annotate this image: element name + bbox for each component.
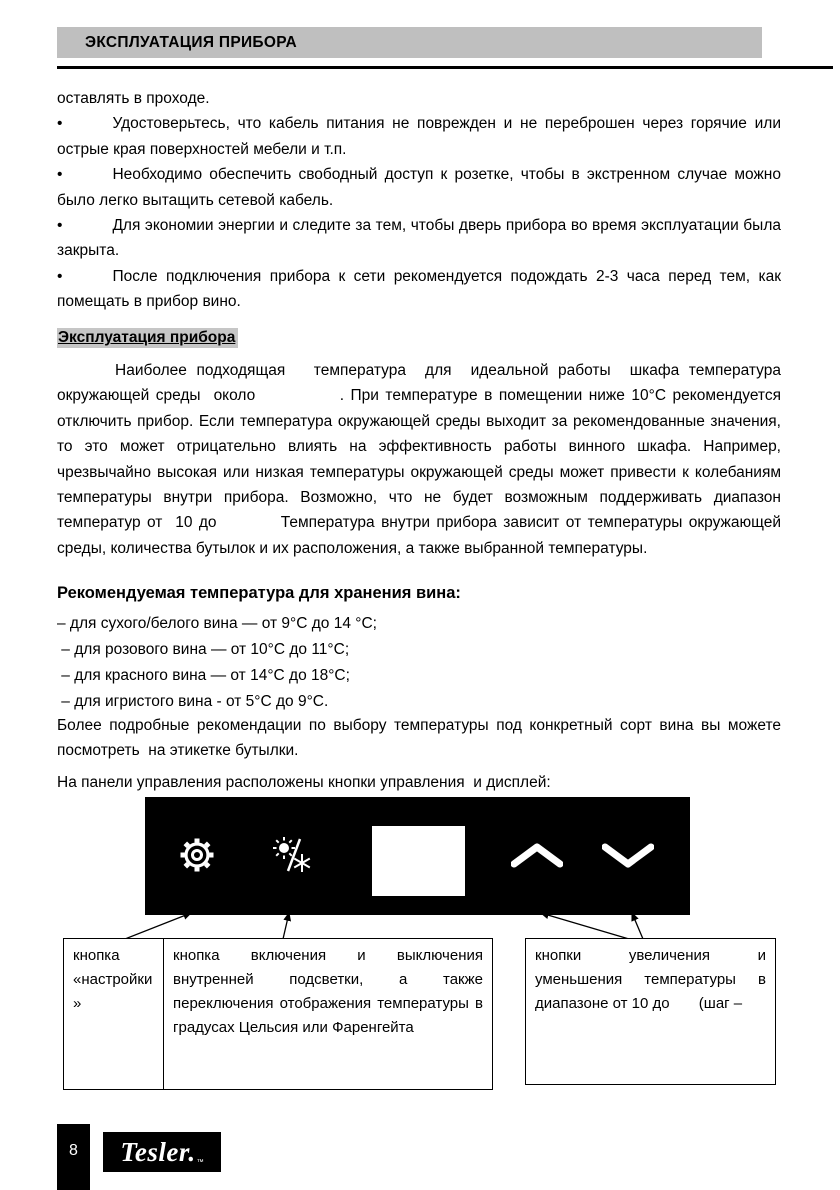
intro-lead-text: оставлять в проходе. — [57, 90, 210, 107]
bullet-text: Удостоверьтесь, что кабель питания не поврежден и не переброшен через горячие или острые края поверхностей мебели и т.п. — [57, 115, 781, 158]
bullet-item — [57, 162, 781, 213]
callout-updown-buttons: кнопки увеличения и уменьшения температуры в диапазоне от 10 до (шаг – — [525, 938, 776, 1085]
chevron-down-svg — [602, 842, 654, 868]
brand-logo — [103, 1132, 221, 1172]
section-heading-wrap — [57, 329, 238, 347]
bullet-text: Необходимо обеспечить свободный доступ к розетке, чтобы в экстренном случае можно было легко вытащить сетевой кабель. — [57, 166, 781, 209]
note-paragraph: Более подробные рекомендации по выбору температуры под конкретный сорт вина вы можете посмотреть на этикетке бутылки. — [57, 717, 781, 760]
operation-paragraph-wrap — [57, 358, 781, 561]
section-heading: Эксплуатация прибора — [57, 328, 238, 348]
bullet-text: После подключения прибора к сети рекомендуется подождать 2-3 часа перед тем, как помещать в прибор вино. — [57, 267, 781, 311]
operation-paragraph: Наиболее подходящая температура для идеальной работы шкафа температура окружающей среды около . При температуре в помещении ниже 10°С рекомендуется отключить прибор. Если температура окружающей среды выходит за рекомендованные значения, то это может отрицательно влиять на эффективность работы винного шкафа. Например, чрезвычайно высокая или низкая температуры окружающей среды может привести к колебаниям температуры внутри прибора. Возможно, что не будет возможным поддерживать диапазон температур от 10 до Температура внутри прибора зависит от температуры окружающей среды, количества бутылок и их расположения, а также выбранной температуры. — [57, 362, 781, 557]
bullet-text: Для экономии энергии и следите за тем, чтобы дверь прибора во время эксплуатации была закрыта. — [57, 217, 781, 260]
list-item: – для сухого/белого вина — от 9°С до 14 °С; — [57, 615, 377, 632]
panel-caption: На панели управления расположены кнопки управления и дисплей: — [57, 774, 551, 791]
recommended-temp-list — [57, 611, 781, 715]
control-panel-image — [145, 797, 690, 915]
bullet-item — [57, 264, 781, 315]
panel-caption-wrap — [57, 770, 781, 795]
bullet-item — [57, 213, 781, 264]
chevron-up-svg — [511, 842, 563, 868]
page-number: 8 — [69, 1142, 78, 1159]
intro-section — [57, 86, 781, 315]
gear-icon — [175, 833, 219, 882]
list-item: – для красного вина — от 14°С до 18°С; — [57, 667, 350, 684]
callout-light-button: кнопка включения и выключения внутренней подсветки, а также переключения отображения температуры в градусах Цельсия или Фаренгейта — [163, 938, 493, 1090]
brand-name: Tesler. — [120, 1136, 196, 1167]
chevron-up-icon — [511, 842, 563, 873]
gear-icon-svg — [175, 833, 219, 877]
list-item: – для розового вина — от 10°С до 11°С; — [57, 641, 350, 658]
bullet-marker: • — [57, 267, 63, 285]
bullet-item — [57, 111, 781, 162]
recommended-temp-heading: Рекомендуемая температура для хранения вина: — [57, 584, 461, 602]
light-snowflake-icon-svg — [270, 833, 314, 877]
page-number-box — [57, 1124, 90, 1190]
list-item: – для игристого вина - от 5°С до 9°С. — [57, 693, 329, 710]
temperature-display — [372, 826, 465, 896]
chevron-down-icon — [602, 842, 654, 873]
header-divider-line — [57, 66, 833, 69]
note-paragraph-wrap — [57, 713, 781, 764]
page-title: ЭКСПЛУАТАЦИЯ ПРИБОРА — [85, 33, 297, 51]
trademark-symbol: ™ — [196, 1159, 204, 1166]
bullet-marker: • — [57, 115, 63, 133]
bullet-marker: • — [57, 166, 63, 184]
callout-settings-button: кнопка «настройки» — [63, 938, 164, 1090]
bullet-marker: • — [57, 217, 63, 235]
section-header-bar — [57, 27, 762, 58]
light-snowflake-icon — [270, 833, 314, 882]
